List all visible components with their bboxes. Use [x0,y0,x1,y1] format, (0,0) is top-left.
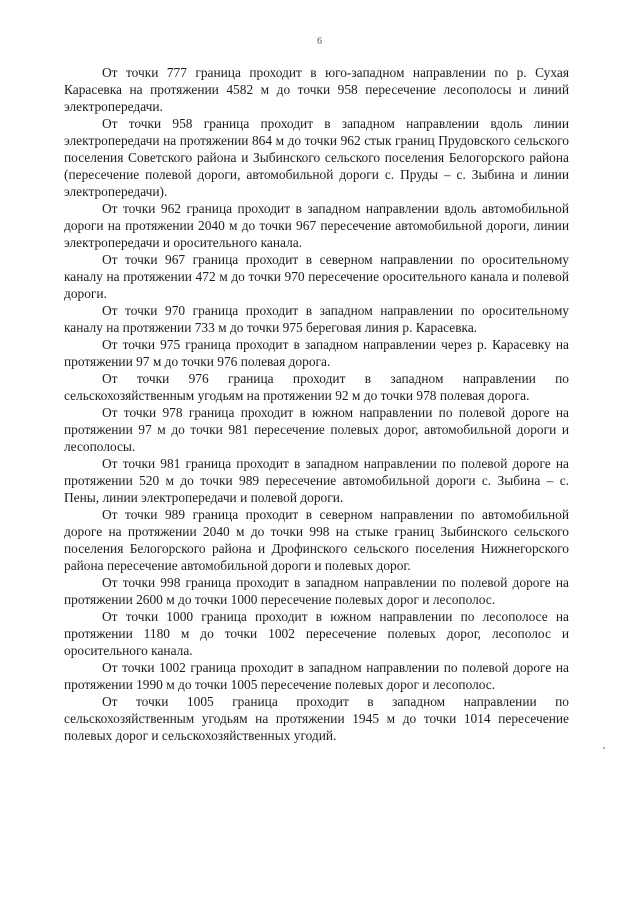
paragraph: От точки 978 граница проходит в южном направлении по полевой дороге на протяжении 97 м до точки 981 пересечение полевых дорог, автомобильной дороги и лесополосы. [64,405,569,454]
paragraph: От точки 962 граница проходит в западном направлении вдоль автомобильной дороги на протяжении 2040 м до точки 967 пересечение автомобильной дороги, линии электропередачи и оросительного канала. [64,201,569,250]
paragraph: От точки 777 граница проходит в юго-западном направлении по р. Сухая Карасевка на протяжении 4582 м до точки 958 пересечение лесополосы и линий электропередачи. [64,65,569,114]
document-body [64,64,569,744]
page-number: 6 [317,36,322,47]
paragraph: От точки 1002 граница проходит в западном направлении по полевой дороге на протяжении 1990 м до точки 1005 пересечение полевых дорог и лесополос. [64,660,569,692]
paragraph: От точки 981 граница проходит в западном направлении по полевой дороге на протяжении 520 м до точки 989 пересечение автомобильной дороги с. Зыбина – с. Пены, линии электропередачи и полевой дороги. [64,456,569,505]
paragraph: От точки 998 граница проходит в западном направлении по полевой дороге на протяжении 2600 м до точки 1000 пересечение полевых дорог и лесополос. [64,575,569,607]
scan-speck [603,747,605,749]
paragraph: От точки 976 граница проходит в западном направлении по сельскохозяйственным угодьям на протяжении 92 м до точки 978 полевая дорога. [64,371,569,403]
paragraph: От точки 989 граница проходит в северном направлении по автомобильной дороге на протяжении 2040 м до точки 998 на стыке границ Зыбинского сельского поселения Белогорского района и Дрофинского сельского поселения Нижнегорского района пересечение автомобильной дороги и полевых дорог. [64,507,569,573]
paragraph: От точки 1000 граница проходит в южном направлении по лесополосе на протяжении 1180 м до точки 1002 пересечение полевых дорог, лесополос и оросительного канала. [64,609,569,658]
paragraph: От точки 975 граница проходит в западном направлении через р. Карасевку на протяжении 97 м до точки 976 полевая дорога. [64,337,569,369]
paragraph: От точки 1005 граница проходит в западном направлении по сельскохозяйственным угодьям на протяжении 1945 м до точки 1014 пересечение полевых дорог и сельскохозяйственных угодий. [64,694,569,743]
paragraph: От точки 967 граница проходит в северном направлении по оросительному каналу на протяжении 472 м до точки 970 пересечение оросительного канала и полевой дороги. [64,252,569,301]
paragraph: От точки 958 граница проходит в западном направлении вдоль линии электропередачи на протяжении 864 м до точки 962 стык границ Прудовского сельского поселения Советского района и Зыбинского сельского поселения Белогорского района (пересечение полевой дороги, автомобильной дороги с. Пруды – с. Зыбина и линии электропередачи). [64,116,569,199]
paragraph: От точки 970 граница проходит в западном направлении по оросительному каналу на протяжении 733 м до точки 975 береговая линия р. Карасевка. [64,303,569,335]
